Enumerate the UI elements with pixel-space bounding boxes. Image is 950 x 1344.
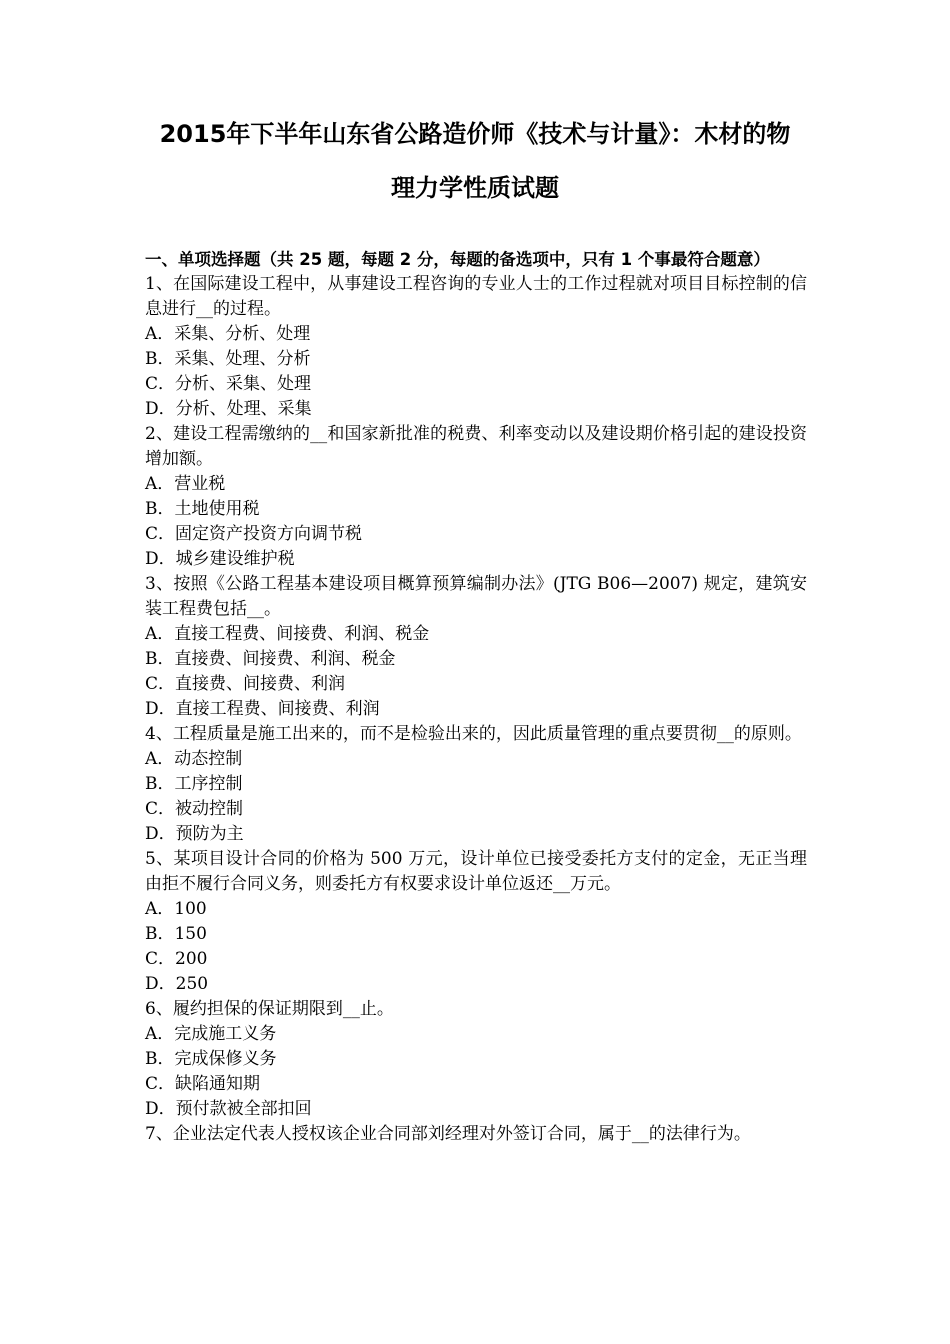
question-4 [145,722,807,847]
option-b: B．采集、处理、分析 [145,349,311,369]
option-a: A．100 [145,899,207,919]
question-stem: 6、履约担保的保证期限到__止。 [145,999,394,1019]
question-stem: 1、在国际建设工程中，从事建设工程咨询的专业人士的工作过程就对项目目标控制的信息进行__的过程。 [145,274,807,319]
option-a: A．动态控制 [145,749,243,769]
option-c: C．200 [145,949,208,969]
option-a: A．营业税 [145,474,226,494]
option-a: A．采集、分析、处理 [145,324,311,344]
option-b: B．完成保修义务 [145,1049,277,1069]
option-d: D．分析、处理、采集 [145,399,312,419]
option-d: D．预付款被全部扣回 [145,1099,312,1119]
question-2 [145,422,807,572]
option-d: D．城乡建设维护税 [145,549,295,569]
option-a: A．完成施工义务 [145,1024,277,1044]
question-stem: 2、建设工程需缴纳的__和国家新批准的税费、利率变动以及建设期价格引起的建设投资增加额。 [145,424,807,469]
document-title-line-2: 理力学性质试题 [391,174,559,202]
question-3 [145,572,807,722]
option-c: C．分析、采集、处理 [145,374,312,394]
question-7 [145,1122,807,1147]
question-stem: 4、工程质量是施工出来的，而不是检验出来的，因此质量管理的重点要贯彻__的原则。 [145,724,802,744]
option-c: C．固定资产投资方向调节税 [145,524,363,544]
question-stem: 3、按照《公路工程基本建设项目概算预算编制办法》(JTG B06—2007) 规定，建筑安装工程费包括__。 [145,574,807,619]
question-1 [145,272,807,422]
question-stem: 5、某项目设计合同的价格为 500 万元，设计单位已接受委托方支付的定金，无正当理由拒不履行合同义务，则委托方有权要求设计单位返还__万元。 [145,849,807,894]
option-a: A．直接工程费、间接费、利润、税金 [145,624,430,644]
question-6 [145,997,807,1122]
option-b: B．工序控制 [145,774,243,794]
option-c: C．缺陷通知期 [145,1074,261,1094]
option-c: C．被动控制 [145,799,244,819]
option-d: D．直接工程费、间接费、利润 [145,699,380,719]
question-5 [145,847,807,997]
document-body [145,247,807,1147]
question-stem: 7、企业法定代表人授权该企业合同部刘经理对外签订合同，属于__的法律行为。 [145,1124,751,1144]
option-b: B．150 [145,924,207,944]
document-title-line-1: 2015年下半年山东省公路造价师《技术与计量》：木材的物 [159,120,791,148]
option-d: D．预防为主 [145,824,244,844]
option-b: B．土地使用税 [145,499,260,519]
section-heading: 一、单项选择题（共 25 题，每题 2 分，每题的备选项中，只有 1 个事最符合题意） [145,250,770,269]
option-d: D．250 [145,974,209,994]
option-c: C．直接费、间接费、利润 [145,674,346,694]
option-b: B．直接费、间接费、利润、税金 [145,649,396,669]
